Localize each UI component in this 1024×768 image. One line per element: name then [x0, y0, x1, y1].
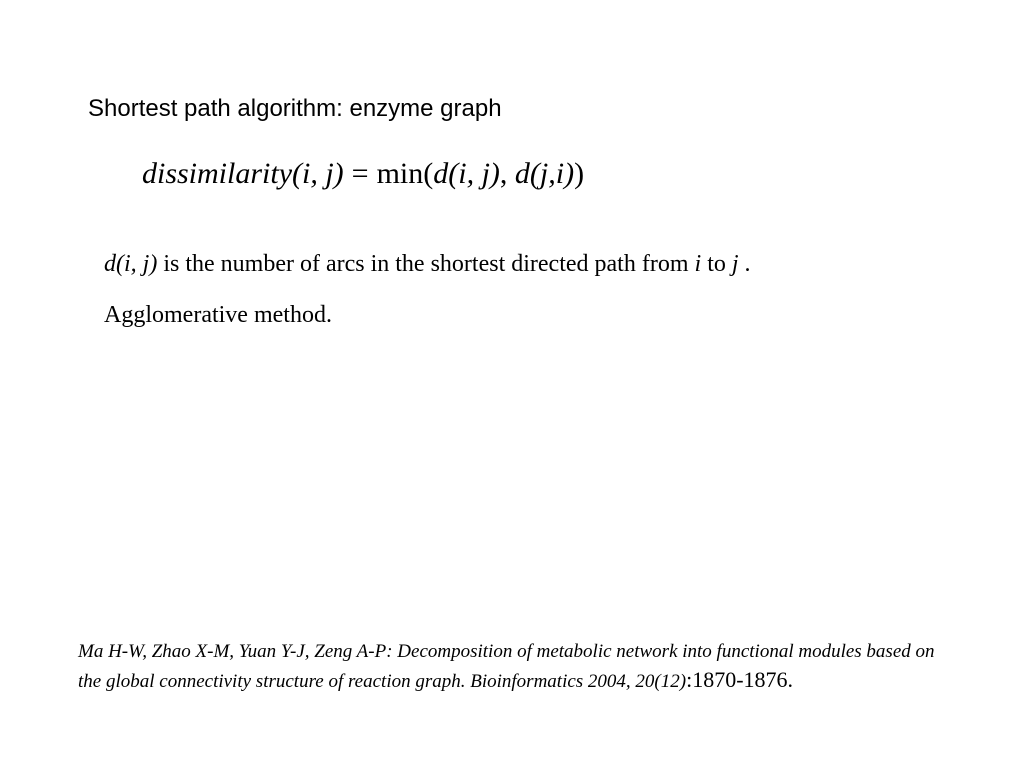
citation-reference: Ma H-W, Zhao X-M, Yuan Y-J, Zeng A-P: Decomposition of metabolic network into functional modules based on the global connectivity structure of reaction graph. Bioinformatics 2004, 20(12)	[78, 641, 935, 692]
definition-text-3: .	[738, 251, 751, 277]
definition-term: d(i, j)	[104, 251, 158, 277]
citation	[78, 638, 958, 696]
formula-arg2: d(j,i)	[514, 157, 575, 190]
definition-text-1: is the number of arcs in the shortest directed path from	[157, 251, 695, 277]
citation-pages: :1870-1876.	[686, 667, 794, 692]
dissimilarity-formula	[142, 155, 584, 193]
formula-close: )	[574, 157, 585, 190]
definition-line	[104, 249, 751, 279]
definition-var-to: j	[731, 251, 739, 277]
formula-func: min(	[376, 157, 434, 190]
formula-separator: ,	[499, 157, 515, 190]
definition-text-2: to	[701, 251, 732, 277]
definition-var-from: i	[694, 251, 702, 277]
slide-title: Shortest path algorithm: enzyme graph	[88, 95, 502, 122]
formula-arg1: d(i, j)	[433, 157, 500, 190]
formula-lhs-args: (i, j)	[292, 157, 344, 190]
formula-lhs-name: dissimilarity	[142, 157, 293, 190]
method-line: Agglomerative method.	[104, 302, 332, 328]
formula-equals: =	[351, 157, 369, 190]
